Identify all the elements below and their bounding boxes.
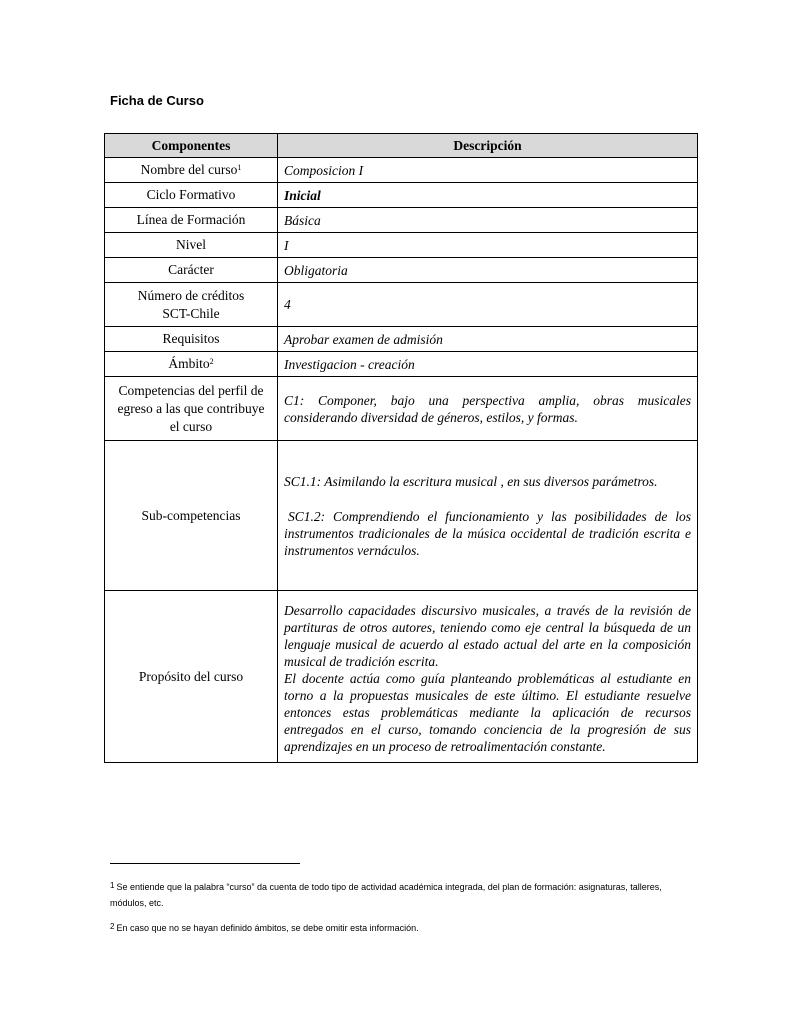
value-proposito xyxy=(278,591,698,763)
footnote-2 xyxy=(110,920,700,936)
label-subcompetencias: Sub-competencias xyxy=(105,441,278,591)
footnote-separator xyxy=(110,863,300,864)
value-linea: Básica xyxy=(278,208,698,233)
footnote-1-number: 1 xyxy=(110,881,115,890)
row-linea xyxy=(105,208,698,233)
footnote-1-text: Se entiende que la palabra “curso” da cuenta de todo tipo de actividad académica integrada, del plan de formación: asignaturas, talleres, módulos, etc. xyxy=(110,882,662,908)
label-linea: Línea de Formación xyxy=(105,208,278,233)
footnote-1 xyxy=(110,879,700,911)
label-creditos-line1: Número de créditos xyxy=(137,287,245,303)
label-requisitos: Requisitos xyxy=(105,327,278,352)
label-competencias: Competencias del perfil de egreso a las que contribuye el curso xyxy=(105,377,278,441)
subcompetencia-item: SC1.2: Comprendiendo el funcionamiento y las posibilidades de los instrumentos tradicionales de la música occidental de tradición escrita e instrumentos vernáculos. xyxy=(284,508,691,558)
table-header-row xyxy=(105,134,698,158)
label-creditos-line2: SCT-Chile xyxy=(162,305,220,321)
row-ciclo xyxy=(105,183,698,208)
label-nombre-text: Nombre del curso xyxy=(140,162,238,177)
footnote-ref-1: 1 xyxy=(237,163,242,172)
label-proposito: Propósito del curso xyxy=(105,591,278,763)
row-requisitos xyxy=(105,327,698,352)
value-nivel: I xyxy=(278,233,698,258)
value-ambito: Investigacion - creación xyxy=(278,352,698,377)
proposito-paragraph: El docente actúa como guía planteando problemáticas al estudiante en torno a la propuestas musicales de este último. El estudiante resuelve entonces estas problemáticas mediante la aplicación de recursos entregados en el curso, tomando conciencia de la progresión de sus aprendizajes en un proceso de retroalimentación constante. xyxy=(284,671,691,754)
header-components: Componentes xyxy=(105,134,278,158)
label-nivel: Nivel xyxy=(105,233,278,258)
value-creditos: 4 xyxy=(278,283,698,327)
row-creditos xyxy=(105,283,698,327)
value-ciclo: Inicial xyxy=(278,183,698,208)
row-caracter xyxy=(105,258,698,283)
header-description: Descripción xyxy=(278,134,698,158)
page-title: Ficha de Curso xyxy=(110,93,204,108)
subcompetencia-item: SC1.1: Asimilando la escritura musical , en sus diversos parámetros. xyxy=(284,473,658,489)
row-ambito xyxy=(105,352,698,377)
course-table xyxy=(104,133,698,763)
footnote-2-text: En caso que no se hayan definido ámbitos, se debe omitir esta información. xyxy=(116,923,419,933)
row-nombre xyxy=(105,158,698,183)
label-nombre xyxy=(105,158,278,183)
label-ambito xyxy=(105,352,278,377)
footnote-ref-2: 2 xyxy=(209,357,214,366)
label-ciclo: Ciclo Formativo xyxy=(105,183,278,208)
label-caracter: Carácter xyxy=(105,258,278,283)
value-competencias: C1: Componer, bajo una perspectiva amplia, obras musicales considerando diversidad de géneros, estilos, y formas. xyxy=(278,377,698,441)
value-requisitos: Aprobar examen de admisión xyxy=(278,327,698,352)
row-subcompetencias xyxy=(105,441,698,591)
row-proposito xyxy=(105,591,698,763)
value-subcompetencias xyxy=(278,441,698,591)
label-creditos xyxy=(105,283,278,327)
value-nombre: Composicion I xyxy=(278,158,698,183)
footnote-2-number: 2 xyxy=(110,922,115,931)
row-nivel xyxy=(105,233,698,258)
value-caracter: Obligatoria xyxy=(278,258,698,283)
label-ambito-text: Ámbito xyxy=(168,356,210,371)
row-competencias xyxy=(105,377,698,441)
proposito-paragraph: Desarrollo capacidades discursivo musicales, a través de la revisión de partituras de otros autores, teniendo como eje central la búsqueda de un lenguaje musical de acuerdo al estado actual del arte en la composición musical de tradición escrita. xyxy=(284,603,691,669)
